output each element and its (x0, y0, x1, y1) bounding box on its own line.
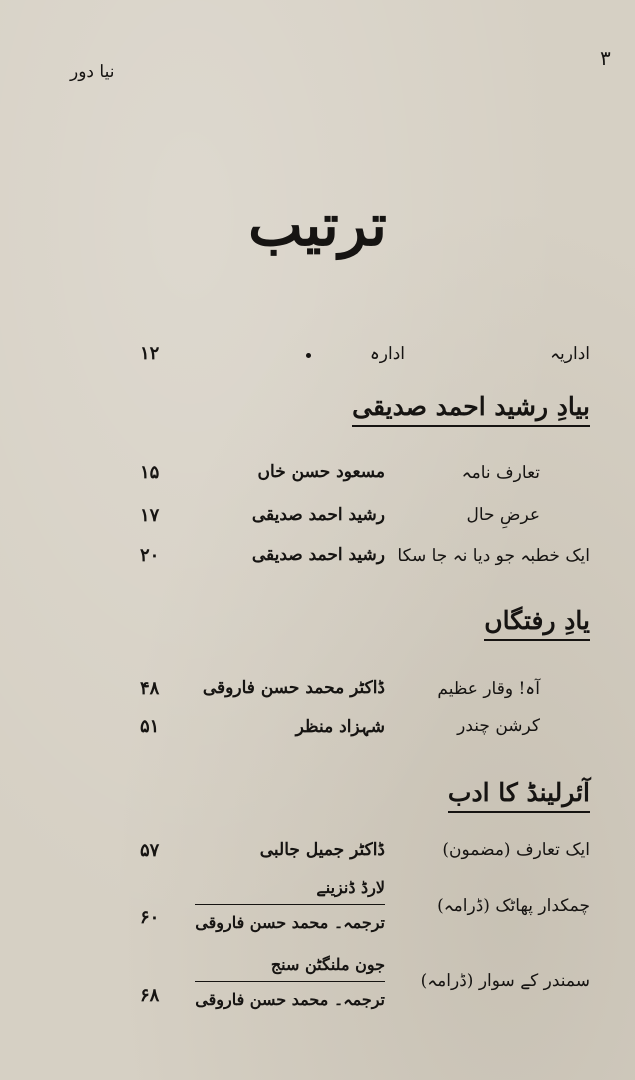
entry-page: ۲۰ (140, 545, 160, 566)
toc-entry (0, 678, 635, 708)
entry-page: ۵۷ (140, 840, 160, 861)
entry-author: ڈاکٹر محمد حسن فاروقی (202, 678, 385, 698)
section-heading-rashid: بیادِ رشید احمد صدیقی (352, 392, 590, 427)
toc-entry-intro (0, 343, 635, 373)
entry-author: ڈاکٹر جمیل جالبی (259, 840, 385, 860)
entry-title: آہ! وقار عظیم (437, 679, 540, 699)
entry-page: ۱۵ (140, 462, 160, 483)
separator-dot (306, 353, 311, 358)
toc-entry (0, 716, 635, 746)
entry-page: ۵۱ (140, 716, 160, 737)
entry-author: لارڈ ڈنزینے (316, 878, 385, 897)
section-heading-yaad-e-raftgaan: یادِ رفتگاں (484, 606, 590, 641)
entry-title: عرضِ حال (466, 505, 540, 525)
author-rule (195, 981, 385, 984)
entry-title: تعارف نامہ (461, 463, 540, 483)
entry-author: رشید احمد صدیقی (251, 505, 385, 525)
entry-author: شہزاد منظر (295, 717, 385, 737)
toc-entry (0, 545, 635, 575)
entry-translator: ترجمہ۔ محمد حسن فاروقی (195, 913, 385, 932)
page-title: ترتیب (248, 191, 387, 259)
entry-title: کرشن چندر (457, 716, 540, 736)
entry-page: ۶۰ (140, 907, 160, 928)
entry-title: ایک تعارف (مضمون) (442, 840, 590, 860)
entry-title: اداریہ (550, 344, 590, 364)
entry-translator: ترجمہ۔ محمد حسن فاروقی (195, 990, 385, 1009)
entry-page: ۱۷ (140, 505, 160, 526)
toc-entry (0, 462, 635, 492)
entry-title: چمکدار پھاٹک (ڈرامہ) (437, 896, 590, 916)
entry-author: جون ملنگٹن سنج (270, 955, 385, 974)
toc-entry (0, 505, 635, 535)
entry-page: ۱۲ (140, 343, 160, 364)
page-number: ۳ (600, 46, 611, 70)
entry-page: ۴۸ (140, 678, 160, 699)
author-rule (195, 904, 385, 907)
running-title: نیا دور (70, 62, 115, 82)
entry-author: رشید احمد صدیقی (251, 545, 385, 565)
entry-author-stack (195, 878, 385, 945)
toc-entry (0, 840, 635, 870)
entry-author: مسعود حسن خاں (257, 462, 385, 482)
entry-author: ادارہ (369, 344, 405, 364)
entry-author-stack (195, 955, 385, 1022)
entry-title: ایک خطبہ جو دیا نہ جا سکا (397, 546, 590, 566)
entry-page: ۶۸ (140, 985, 160, 1006)
entry-title: سمندر کے سوار (ڈرامہ) (420, 971, 590, 991)
section-heading-ireland: آئرلینڈ کا ادب (448, 778, 590, 813)
